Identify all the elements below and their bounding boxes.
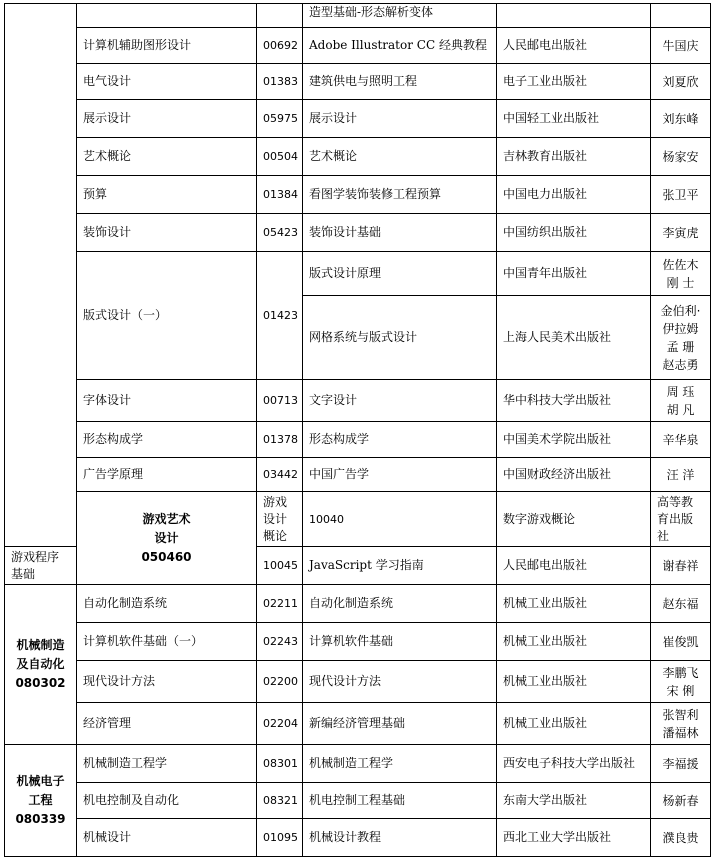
course-name: 自动化制造系统 [77, 585, 257, 623]
publisher: 中国电力出版社 [497, 176, 651, 214]
major-code: 080302 [15, 676, 66, 690]
textbook-title: 自动化制造系统 [303, 585, 497, 623]
author-line: 刚 士 [666, 275, 695, 290]
table-row [5, 214, 711, 252]
author [651, 661, 711, 703]
table-row [5, 703, 711, 745]
table-row [5, 252, 711, 296]
textbook-title: 艺术概论 [303, 138, 497, 176]
table-row [5, 138, 711, 176]
table-row [5, 585, 711, 623]
author-line: 金伯利· [660, 303, 701, 318]
major-cell-previous [5, 4, 77, 547]
publisher: 中国轻工业出版社 [497, 100, 651, 138]
author: 牛国庆 [651, 28, 711, 64]
course-code: 08321 [257, 783, 303, 819]
publisher: 电子工业出版社 [497, 64, 651, 100]
textbook-title: 计算机软件基础 [303, 623, 497, 661]
course-name: 预算 [77, 176, 257, 214]
publisher: 人民邮电出版社 [497, 28, 651, 64]
publisher: 人民邮电出版社 [497, 547, 651, 585]
author-line: 赵志勇 [662, 357, 699, 372]
course-name: 现代设计方法 [77, 661, 257, 703]
course-name: 经济管理 [77, 703, 257, 745]
author-line: 伊拉姆 [662, 321, 699, 336]
textbook-title: JavaScript 学习指南 [303, 547, 497, 585]
textbook-title: 造型基础-形态解析变体 [303, 4, 497, 28]
publisher: 上海人民美术出版社 [497, 296, 651, 380]
major-name-line: 及自动化 [16, 657, 65, 671]
textbook-title: 机电控制工程基础 [303, 783, 497, 819]
course-name: 计算机辅助图形设计 [77, 28, 257, 64]
course-code: 01384 [257, 176, 303, 214]
course-code: 00713 [257, 380, 303, 422]
publisher: 中国纺织出版社 [497, 214, 651, 252]
author: 李寅虎 [651, 214, 711, 252]
major-name-line: 机械制造 [16, 638, 65, 652]
publisher: 机械工业出版社 [497, 661, 651, 703]
author-line: 胡 凡 [666, 402, 695, 417]
major-code: 050460 [141, 549, 192, 564]
author-line: 潘福林 [662, 725, 699, 740]
textbook-title: 版式设计原理 [303, 252, 497, 296]
course-name: 电气设计 [77, 64, 257, 100]
course-code: 02204 [257, 703, 303, 745]
course-code: 00692 [257, 28, 303, 64]
course-code: 10045 [257, 547, 303, 585]
textbook-title: 现代设计方法 [303, 661, 497, 703]
table-row [5, 623, 711, 661]
course-code: 10040 [303, 492, 497, 547]
course-code: 01383 [257, 64, 303, 100]
course-name: 游戏程序基础 [5, 547, 77, 585]
textbook-title: Adobe Illustrator CC 经典教程 [303, 28, 497, 64]
major-mechatronics [5, 745, 77, 857]
author-line: 宋 俐 [666, 683, 695, 698]
textbook-title: 网格系统与版式设计 [303, 296, 497, 380]
course-name: 游戏设计概论 [257, 492, 303, 547]
major-name-line: 工程 [28, 793, 53, 807]
major-name-line: 机械电子 [16, 774, 65, 788]
course-code: 02243 [257, 623, 303, 661]
course-name: 计算机软件基础（一） [77, 623, 257, 661]
author-line: 周 珏 [666, 384, 695, 399]
author: 李福援 [651, 745, 711, 783]
author: 刘夏欣 [651, 64, 711, 100]
textbook-title: 新编经济管理基础 [303, 703, 497, 745]
textbook-title: 文字设计 [303, 380, 497, 422]
course-name: 展示设计 [77, 100, 257, 138]
course-name: 形态构成学 [77, 422, 257, 458]
table-row [5, 28, 711, 64]
table-row [5, 176, 711, 214]
course-name: 机械制造工程学 [77, 745, 257, 783]
table-row [5, 380, 711, 422]
course-name [77, 4, 257, 28]
author [651, 4, 711, 28]
major-mechanical-manufacturing [5, 585, 77, 745]
publisher: 西安电子科技大学出版社 [497, 745, 651, 783]
table-row [5, 492, 711, 547]
course-name: 广告学原理 [77, 458, 257, 492]
author [651, 703, 711, 745]
publisher: 西北工业大学出版社 [497, 819, 651, 857]
course-name: 机械设计 [77, 819, 257, 857]
publisher [497, 4, 651, 28]
course-code: 01095 [257, 819, 303, 857]
author: 赵东福 [651, 585, 711, 623]
author: 杨家安 [651, 138, 711, 176]
table-row [5, 4, 711, 28]
course-code: 02200 [257, 661, 303, 703]
course-code: 05975 [257, 100, 303, 138]
textbook-title: 装饰设计基础 [303, 214, 497, 252]
textbook-title: 机械制造工程学 [303, 745, 497, 783]
textbook-title: 数字游戏概论 [497, 492, 651, 547]
course-code [257, 4, 303, 28]
textbook-title: 中国广告学 [303, 458, 497, 492]
publisher: 东南大学出版社 [497, 783, 651, 819]
course-code: 01423 [257, 252, 303, 380]
course-code: 03442 [257, 458, 303, 492]
author: 张卫平 [651, 176, 711, 214]
table-row [5, 100, 711, 138]
course-name: 字体设计 [77, 380, 257, 422]
author [651, 296, 711, 380]
textbook-title: 展示设计 [303, 100, 497, 138]
course-code: 08301 [257, 745, 303, 783]
publisher: 高等教育出版社 [651, 492, 711, 547]
author-line: 李鹏飞 [662, 665, 699, 680]
publisher: 机械工业出版社 [497, 623, 651, 661]
course-code: 02211 [257, 585, 303, 623]
course-name: 机电控制及自动化 [77, 783, 257, 819]
major-name-line: 设计 [154, 530, 179, 545]
author: 汪 洋 [651, 458, 711, 492]
publisher: 中国财政经济出版社 [497, 458, 651, 492]
major-name-line: 游戏艺术 [142, 511, 191, 526]
textbook-title: 机械设计教程 [303, 819, 497, 857]
course-code: 01378 [257, 422, 303, 458]
textbook-title: 建筑供电与照明工程 [303, 64, 497, 100]
table-row [5, 458, 711, 492]
author-line: 佐佐木 [662, 257, 699, 272]
author: 刘东峰 [651, 100, 711, 138]
course-name: 装饰设计 [77, 214, 257, 252]
publisher: 机械工业出版社 [497, 585, 651, 623]
textbook-table [4, 3, 711, 857]
table-row [5, 783, 711, 819]
publisher: 吉林教育出版社 [497, 138, 651, 176]
publisher: 中国青年出版社 [497, 252, 651, 296]
author [651, 380, 711, 422]
author: 杨新春 [651, 783, 711, 819]
table-row [5, 422, 711, 458]
author-line: 张智利 [662, 707, 699, 722]
course-name: 版式设计（一） [77, 252, 257, 380]
author: 濮良贵 [651, 819, 711, 857]
course-code: 05423 [257, 214, 303, 252]
major-code: 080339 [15, 812, 66, 826]
table-row [5, 819, 711, 857]
textbook-title: 看图学装饰装修工程预算 [303, 176, 497, 214]
author-line: 孟 珊 [666, 339, 695, 354]
course-name: 艺术概论 [77, 138, 257, 176]
table-row [5, 661, 711, 703]
textbook-title: 形态构成学 [303, 422, 497, 458]
publisher: 华中科技大学出版社 [497, 380, 651, 422]
author [651, 252, 711, 296]
author: 崔俊凯 [651, 623, 711, 661]
author: 谢春祥 [651, 547, 711, 585]
publisher: 机械工业出版社 [497, 703, 651, 745]
table-row [5, 745, 711, 783]
course-code: 00504 [257, 138, 303, 176]
table-row [5, 64, 711, 100]
author: 辛华泉 [651, 422, 711, 458]
major-game-art-design [77, 492, 257, 585]
publisher: 中国美术学院出版社 [497, 422, 651, 458]
